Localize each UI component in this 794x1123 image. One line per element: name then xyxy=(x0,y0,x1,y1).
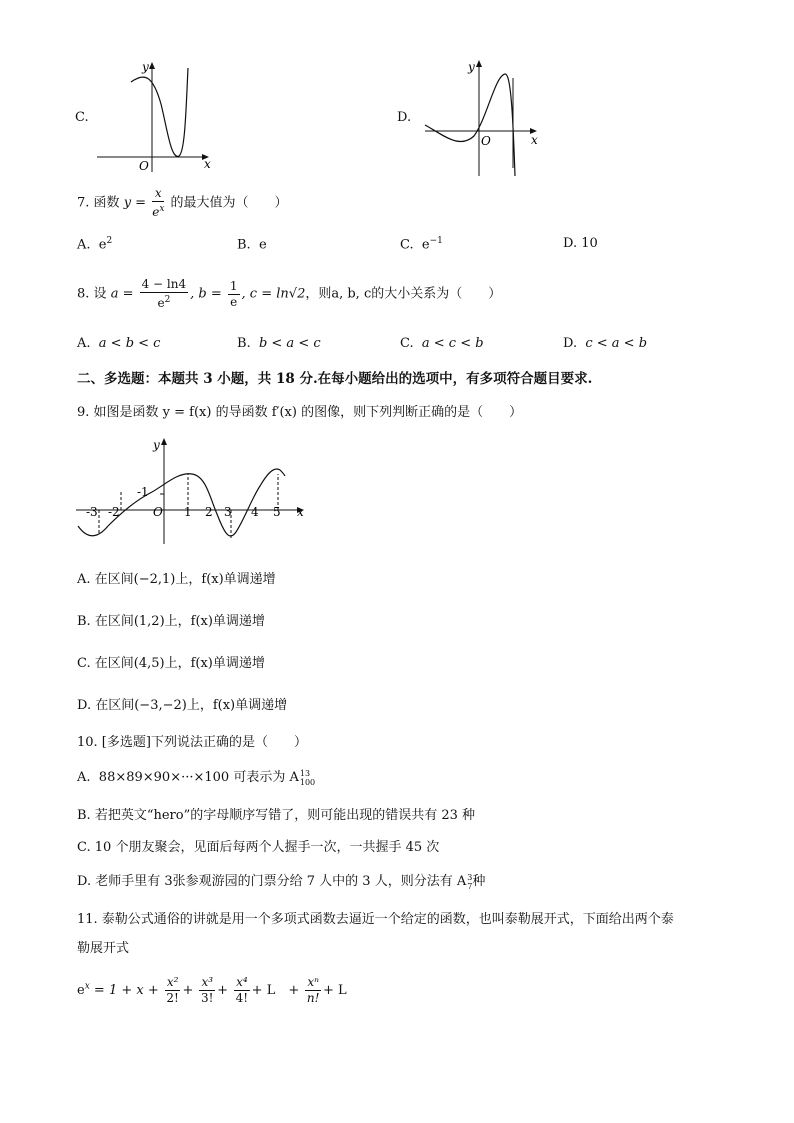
q7-func-lhs: y = xyxy=(123,195,147,211)
q8-b-fraction xyxy=(228,279,240,310)
q8-option-a[interactable]: A. a < b < c xyxy=(77,336,161,351)
q9-derivative-figure xyxy=(74,436,314,548)
q9-option-a[interactable]: A. 在区间(−2,1)上，f(x)单调递增 xyxy=(77,572,276,587)
graph-c-y-label: y xyxy=(142,60,149,74)
q11-taylor-formula: $e^x = 1 + x$ + $\frac{\text{x²}}{2!}$ + $\frac{\text{x³}}{3!}$ + $\frac{\text{x⁴}}{4!}$ + L + $\frac{\text{xⁿ}}{n!}$ + L xyxy=(77,975,347,1005)
q9-graph xyxy=(74,436,314,548)
q11-term-3: $\frac{\text{x³}}{3!}$ xyxy=(201,975,214,1005)
q9-x-tick: 2 xyxy=(205,505,213,519)
graph-d-origin: O xyxy=(481,134,491,148)
q9-stem: 9. 如图是函数 y = f(x) 的导函数 f′(x) 的图像，则下列判断正确的是（ ） xyxy=(77,405,523,420)
q11-term-2: $\frac{\text{x²}}{2!}$ xyxy=(166,975,179,1005)
q8-option-d[interactable]: D. c < a < b xyxy=(563,336,648,351)
q10-option-c[interactable]: C. 10 个朋友聚会，见面后每两个人握手一次，一共握手 45 次 xyxy=(77,840,440,855)
q9-x-tick: -2 xyxy=(108,505,120,519)
q9-y-label: y xyxy=(153,438,160,452)
q7-option-a[interactable]: A. $e^2$ xyxy=(77,236,113,253)
graph-c-label: C. xyxy=(75,110,89,125)
q10-option-b[interactable]: B. 若把英文“hero”的字母顺序写错了，则可能出现的错误共有 23 种 xyxy=(77,808,476,823)
q8-b-lhs: , b = xyxy=(190,286,222,302)
q7-frac-den: $e^x$ xyxy=(152,204,165,219)
graph-c-option[interactable] xyxy=(75,60,225,175)
q7-prefix: 7. 函数 xyxy=(77,195,120,211)
q9-y-tick: -1 xyxy=(137,485,149,499)
q8-prefix: 8. 设 xyxy=(77,286,107,302)
q8-a-fraction xyxy=(140,277,189,311)
q8-option-c[interactable]: C. a < c < b xyxy=(400,336,484,351)
graph-c-figure xyxy=(75,60,225,175)
q8-c-part: , c = ln√2 xyxy=(241,286,306,302)
q8-a-den: $e^2$ xyxy=(157,295,171,310)
q8-option-b[interactable]: B. b < a < c xyxy=(237,336,321,351)
q9-x-tick: 5 xyxy=(273,505,281,519)
q11-stem-line-2: 勒展开式 xyxy=(77,941,130,956)
q11-stem-line-1: 11. 泰勒公式通俗的讲就是用一个多项式函数去逼近一个给定的函数，也叫泰勒展开式，下面给出两个泰 xyxy=(77,912,674,927)
q11-formula-eq: = 1 + x + xyxy=(89,983,159,998)
q11-formula-end: + L xyxy=(323,983,347,998)
graph-d-x-label: x xyxy=(531,133,538,147)
q7-stem xyxy=(77,186,288,220)
section-2-heading: 二、多选题：本题共 3 小题，共 18 分.在每小题给出的选项中，有多项符合题目要求. xyxy=(77,371,593,387)
graph-d-option[interactable] xyxy=(397,58,557,180)
graph-d-y-label: y xyxy=(468,60,475,74)
q9-option-d[interactable]: D. 在区间(−3,−2)上，f(x)单调递增 xyxy=(77,698,288,713)
q7-frac-num: x xyxy=(152,186,164,202)
q11-formula-mid: + L + xyxy=(251,983,300,998)
q9-option-c[interactable]: C. 在区间(4,5)上，f(x)单调递增 xyxy=(77,656,265,671)
q10-stem: 10. [多选题]下列说法正确的是（ ） xyxy=(77,735,307,750)
q9-x-tick: -3 xyxy=(86,505,98,519)
q9-x-tick: 3 xyxy=(224,505,232,519)
q10-option-a[interactable]: A. 88×89×90×···×100 可表示为 A 13 100 xyxy=(77,768,316,787)
q10-option-d[interactable]: D. 老师手里有 3张参观游园的门票分给 7 人中的 3 人，则分法有 A 3 7 种 xyxy=(77,872,486,891)
q8-a-lhs: a = xyxy=(110,286,134,302)
q8-b-num: 1 xyxy=(229,278,238,293)
q8-b-den: e xyxy=(230,294,238,309)
q7-suffix: 的最大值为（ ） xyxy=(170,195,288,211)
q9-x-tick: 4 xyxy=(251,505,259,519)
q7-option-d[interactable]: D. 10 xyxy=(563,236,598,251)
q8-stem xyxy=(77,277,501,311)
q7-fraction xyxy=(152,186,164,220)
q7-option-b[interactable]: B. e xyxy=(237,237,267,253)
q9-option-b[interactable]: B. 在区间(1,2)上，f(x)单调递增 xyxy=(77,614,265,629)
q9-x-label: x xyxy=(297,505,304,519)
q11-term-n: $\frac{\text{xⁿ}}{n!}$ xyxy=(306,975,320,1005)
q11-formula-lhs: $e^x$ xyxy=(77,981,90,998)
q11-term-4: $\frac{\text{x⁴}}{4!}$ xyxy=(235,975,249,1005)
q8-a-num: 4 − ln4 xyxy=(141,277,187,291)
q9-origin: O xyxy=(153,505,163,519)
graph-d-figure xyxy=(397,58,557,180)
graph-d-label: D. xyxy=(397,110,412,125)
graph-c-x-label: x xyxy=(204,157,211,171)
q9-x-tick: 1 xyxy=(184,505,192,519)
q7-option-c[interactable]: C. $e^{-1}$ xyxy=(400,236,443,253)
graph-c-origin: O xyxy=(139,159,149,173)
q8-suffix: ，则a, b, c的大小关系为（ ） xyxy=(305,286,502,302)
